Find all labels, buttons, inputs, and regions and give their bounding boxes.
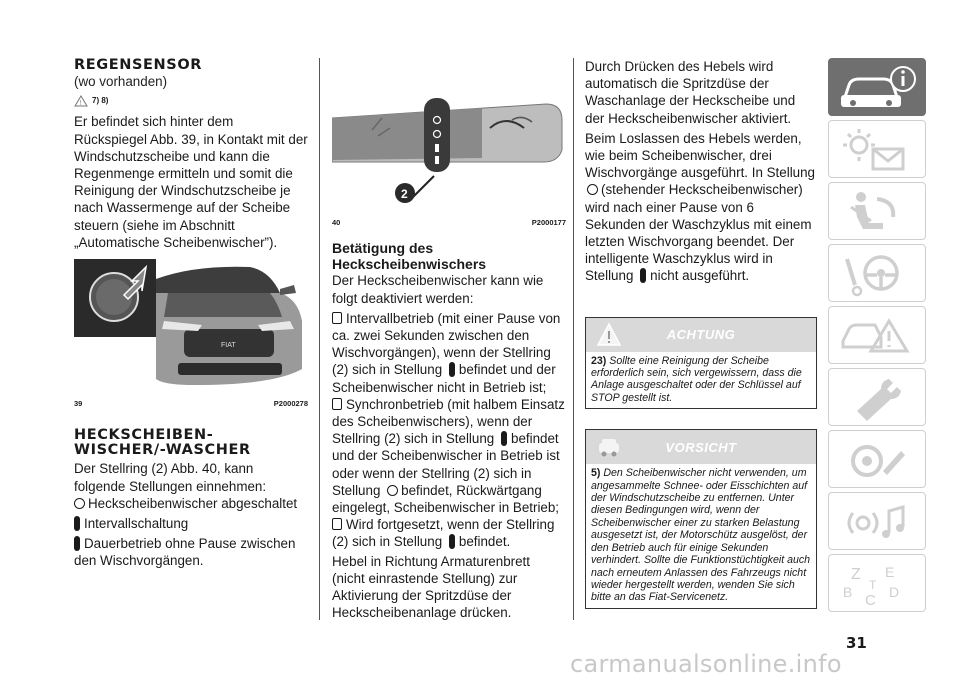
fiat-logo: FIAT [221,342,236,350]
heading-rear-wiper [74,428,308,458]
car-caution-icon [596,434,622,460]
svg-text:!: ! [79,99,82,107]
tab-safety[interactable] [828,182,926,240]
release-text-a: Beim Loslassen des Hebels werden, wie beim Scheibenwischer, drei Wischvorgänge ausgeführt. In Stellung [585,130,816,181]
achtung-header [586,318,816,352]
column-divider-2 [573,58,574,620]
vorsicht-box [585,429,817,608]
footer-watermark: carmanualsonline.info [570,650,842,678]
position-off [74,495,308,512]
position-continuous-label: Dauerbetrieb ohne Pause zwischen den Wischvorgängen. [74,536,296,569]
bullet-icon [332,398,342,410]
bar-symbol-icon [640,268,646,283]
warning-triangle-icon [596,322,622,348]
achtung-label: ACHTUNG [666,327,736,343]
tab-start-driving[interactable] [828,244,926,302]
figure-39 [74,259,308,412]
vorsicht-number: 5) [591,467,601,480]
tab-index[interactable] [828,554,926,612]
tab-technical-data[interactable] [828,430,926,488]
bullet-continue-text-b: befindet. [458,534,511,550]
heading-rear-wiper-line1: HECKSCHEIBEN- [74,427,214,444]
heading-rear-wiper-operation [332,240,566,272]
technical-data-icon [829,431,927,489]
column-2 [332,58,566,621]
tab-maintenance[interactable] [828,368,926,426]
callout-2: 2 [401,187,408,201]
figure-number: 40 [332,218,341,228]
subtitle: (wo vorhanden) [74,74,168,89]
release-text-c: nicht ausgeführt. [650,268,750,284]
column-divider-1 [319,58,320,620]
bullet-icon [332,518,342,530]
index-letter-t: T [869,578,877,592]
position-interval [74,515,308,532]
stalk-illustration [332,58,566,208]
figure-code: P2000278 [273,399,308,409]
car-info-icon [829,59,927,117]
index-letter-z: Z [851,566,861,583]
vorsicht-label: VORSICHT [665,439,737,455]
heading-operation-line2: Heckscheibenwischers [332,256,487,273]
position-off-label: Heckscheibenwischer abgeschaltet [88,495,298,511]
wrench-icon [829,369,927,427]
figure-code: P2000177 [531,218,566,228]
bullet-continue [332,516,566,550]
steering-key-icon [829,245,927,303]
circle-symbol-icon [74,498,85,509]
tab-lights[interactable] [828,120,926,178]
bullet-continue-text-a: Wird fortgesetzt, wenn der Stellring (2) sich in Stellung [332,517,555,550]
warning-reference [74,92,308,109]
achtung-box [585,317,817,410]
column-3 [585,58,817,609]
multimedia-icon [829,493,927,551]
circle-symbol-icon [387,485,398,496]
achtung-number: 23) [591,354,607,367]
paragraph-rain-sensor: Er befindet sich hinter dem Rückspiegel Abb. 39, in Kontakt mit der Windschutzscheibe und kann die Regenmenge ermitteln und somit die Reinigung der Windschutzscheibe je nach Wassermenge auf der Scheibe steuern (siehe im Abschnitt „Automatische Scheibenwischer”). [74,114,308,250]
figure-39-caption [74,395,308,412]
tab-multimedia[interactable] [828,492,926,550]
column-1 [74,58,308,570]
figure-40 [332,58,566,231]
warning-triangle-icon [74,95,88,107]
paragraph-release-lever [585,130,817,285]
tab-emergency[interactable] [828,306,926,364]
vorsicht-header [586,430,816,464]
bar-symbol-icon [449,534,455,549]
paragraph-press-lever: Durch Drücken des Hebels wird automatisch die Spritzdüse der Waschanlage der Heckscheibe und der Heckscheibenwischer aktiviert. [585,59,796,126]
chapter-tabs [828,58,928,616]
index-letter-d: D [889,584,900,600]
position-continuous [74,535,308,569]
bullet-interval-text-b: befindet und der Scheibenwischer nicht in Betrieb ist; [332,362,556,395]
achtung-text: Sollte eine Reinigung der Scheibe erforderlich sein, sich vergewissern, dass die Anlage ausgeschaltet oder der Schlüssel auf STOP gestellt ist. [591,354,802,404]
paragraph-deactivation: Der Heckscheibenwischer kann wie folgt deaktiviert werden: [332,273,544,306]
bullet-synchron-text-b: befindet und der Scheibenwischer in Betrieb ist oder wenn der Stellring (2) sich in Stellung [332,431,560,498]
airbag-seat-icon [829,183,927,241]
heading-operation-line1: Betätigung des [332,240,434,257]
bullet-synchron-text-a: Synchronbetrieb (mit halbem Einsatz des Scheibenwischers), wenn der Stellring (2) sich in Stellung [332,396,565,447]
bar-symbol-icon [501,431,507,446]
lights-mail-icon [829,121,927,179]
vorsicht-body [586,464,816,607]
index-letter-e: E [885,564,895,580]
car-front-illustration [74,259,308,389]
index-letter-b: B [843,584,853,600]
paragraph-positions: Der Stellring (2) Abb. 40, kann folgende Stellungen einnehmen: [74,461,267,494]
bullet-interval-text-a: Intervallbetrieb (mit einer Pause von ca. zwei Sekunden zwischen den Wischvorgängen), wenn der Stellring (2) sich in Stellung [332,310,561,378]
bullet-icon [332,312,342,324]
bullet-interval [332,310,566,396]
position-interval-label: Intervallschaltung [84,516,189,532]
heading-regensensor: REGENSENSOR [74,57,203,73]
bullet-synchron [332,396,566,516]
bar-symbol-icon [449,362,455,377]
figure-number: 39 [74,399,83,409]
paragraph-washer: Hebel in Richtung Armaturenbrett (nicht einrastende Stellung) zur Aktivierung der Spritzdüse der Heckscheibenanlage drücken. [332,553,530,621]
release-text-b: (stehender Heckscheibenwischer) wird nach einer Pause von 6 Sekunden der Waschzyklus mit einem letzten Wischvorgang beendet. Der intelligente Waschzyklus wird in Stellung [585,182,812,284]
circle-symbol-icon [587,184,598,195]
bullet-synchron-text-c: befindet, Rückwärtgang eingelegt, Scheibenwischer in Betrieb; [332,482,560,516]
warning-refs: 7) 8) [92,96,109,106]
index-icon [829,555,927,613]
index-letter-c: C [865,592,876,609]
heading-rear-wiper-line2: WISCHER/-WASCHER [74,442,251,459]
achtung-body [586,352,816,409]
warning-crash-icon [829,307,927,365]
tab-car-info[interactable] [828,58,926,116]
figure-40-caption [332,214,566,231]
vorsicht-text: Den Scheibenwischer nicht verwenden, um angesammelte Schnee- oder Eisschichten auf der Windschutzscheibe zu entfernen. Unter diesen Bedingungen wird, wenn der Scheibenwischer einer zu starken Belastung ausgesetzt ist, der Motorschütz ausgelöst, der den Betrieb auch für einige Sekunden verhindert. Sollte die Funktionstüchtigkeit auch nach erneutem Anlassen des Fahrzeugs nicht wieder hergestellt werden, wenden Sie sich bitte an das Fiat-Servicenetz. [591,467,811,604]
bar-symbol-icon [74,516,80,531]
page-number: 31 [846,634,867,652]
bar-symbol-icon [74,536,80,551]
